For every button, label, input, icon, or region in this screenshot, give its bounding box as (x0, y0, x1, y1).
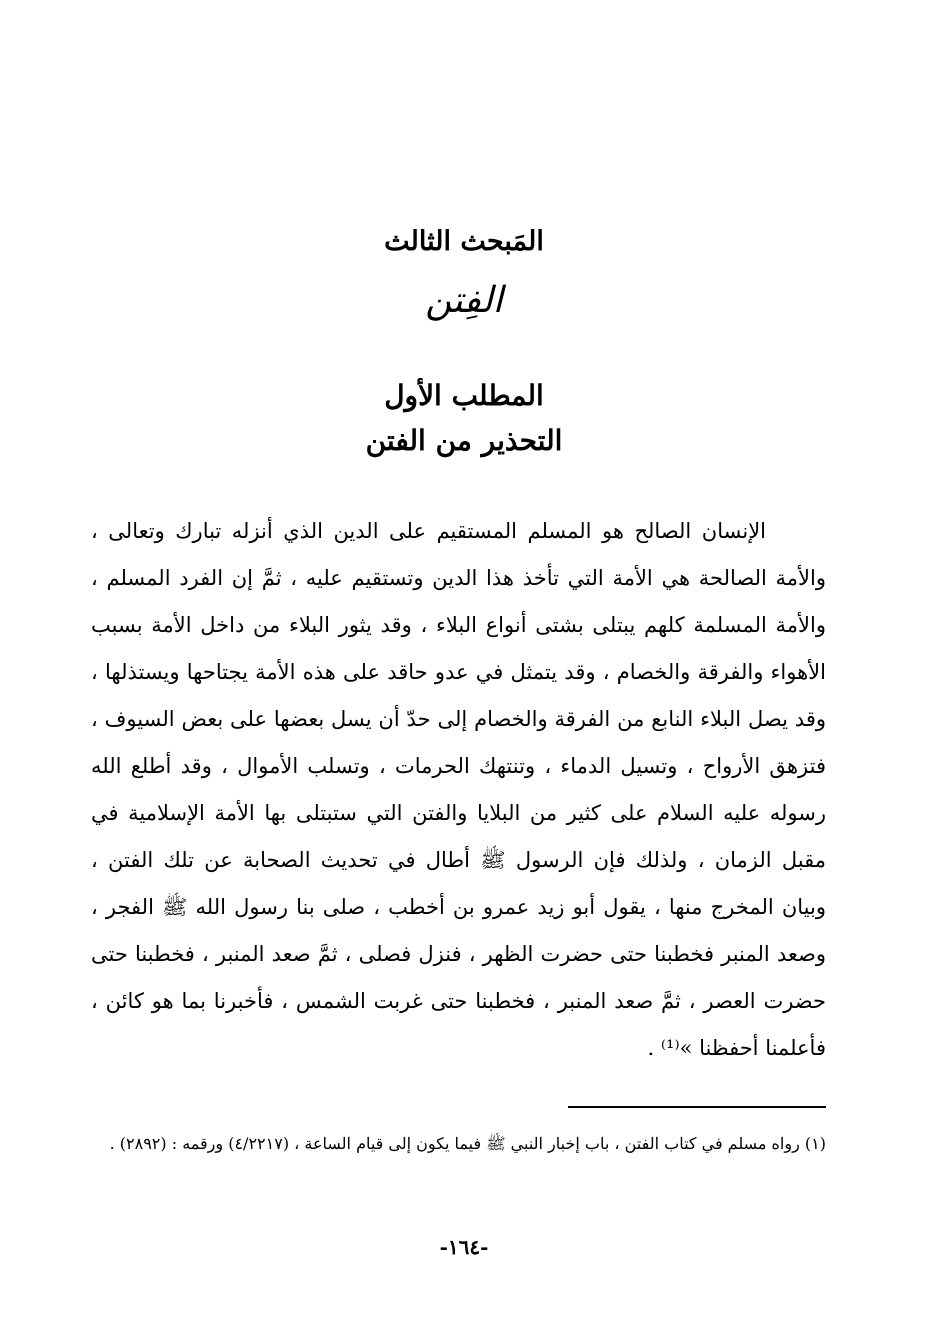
body-paragraph: الإنسان الصالح هو المسلم المستقيم على الدين الذي أنزله تبارك وتعالى ، والأمة الصالحة هي الأمة التي تأخذ هذا الدين وتستقيم عليه ، ثمَّ إن الفرد المسلم ، والأمة المسلمة كلهم يبتلى بشتى أنواع البلاء ، وقد يثور البلاء من داخل الأمة بسبب الأهواء والفرقة والخصام ، وقد يتمثل في عدو حاقد على هذه الأمة يجتاحها ويستذلها ، وقد يصل البلاء النابع من الفرقة والخصام إلى حدّ أن يسل بعضها على بعض السيوف ، فتزهق الأرواح ، وتسيل الدماء ، وتنتهك الحرمات ، وتسلب الأموال ، وقد أطلع الله رسوله عليه السلام على كثير من البلايا والفتن التي ستبتلى بها الأمة الإسلامية في مقبل الزمان ، ولذلك فإن الرسول ﷺ أطال في تحديث الصحابة عن تلك الفتن ، وبيان المخرج منها ، يقول أبو زيد عمرو بن أخطب ، صلى بنا رسول الله ﷺ الفجر ، وصعد المنبر فخطبنا حتى حضرت الظهر ، فنزل فصلى ، ثمَّ صعد المنبر ، فخطبنا حتى حضرت العصر ، ثمَّ صعد المنبر ، فخطبنا حتى غربت الشمس ، فأخبرنا بما هو كائن ، فأعلمنا أحفظنا »⁽¹⁾ . (91, 519, 826, 1060)
chapter-title: الفِتن (425, 280, 503, 321)
chapter-label: المَبحث الثالث (384, 226, 544, 257)
section-title: التحذير من الفتن (365, 424, 563, 457)
section-number: المطلب الأول (384, 379, 544, 412)
footnote-divider (568, 1106, 826, 1108)
footnote: (١) رواه مسلم في كتاب الفتن ، باب إخبار النبي ﷺ فيما يكون إلى قيام الساعة ، (٤/٢٢١٧) ورقمه : (٢٨٩٢) . (109, 1134, 826, 1153)
page-number: -١٦٤- (439, 1235, 489, 1259)
body-text (91, 508, 826, 1072)
